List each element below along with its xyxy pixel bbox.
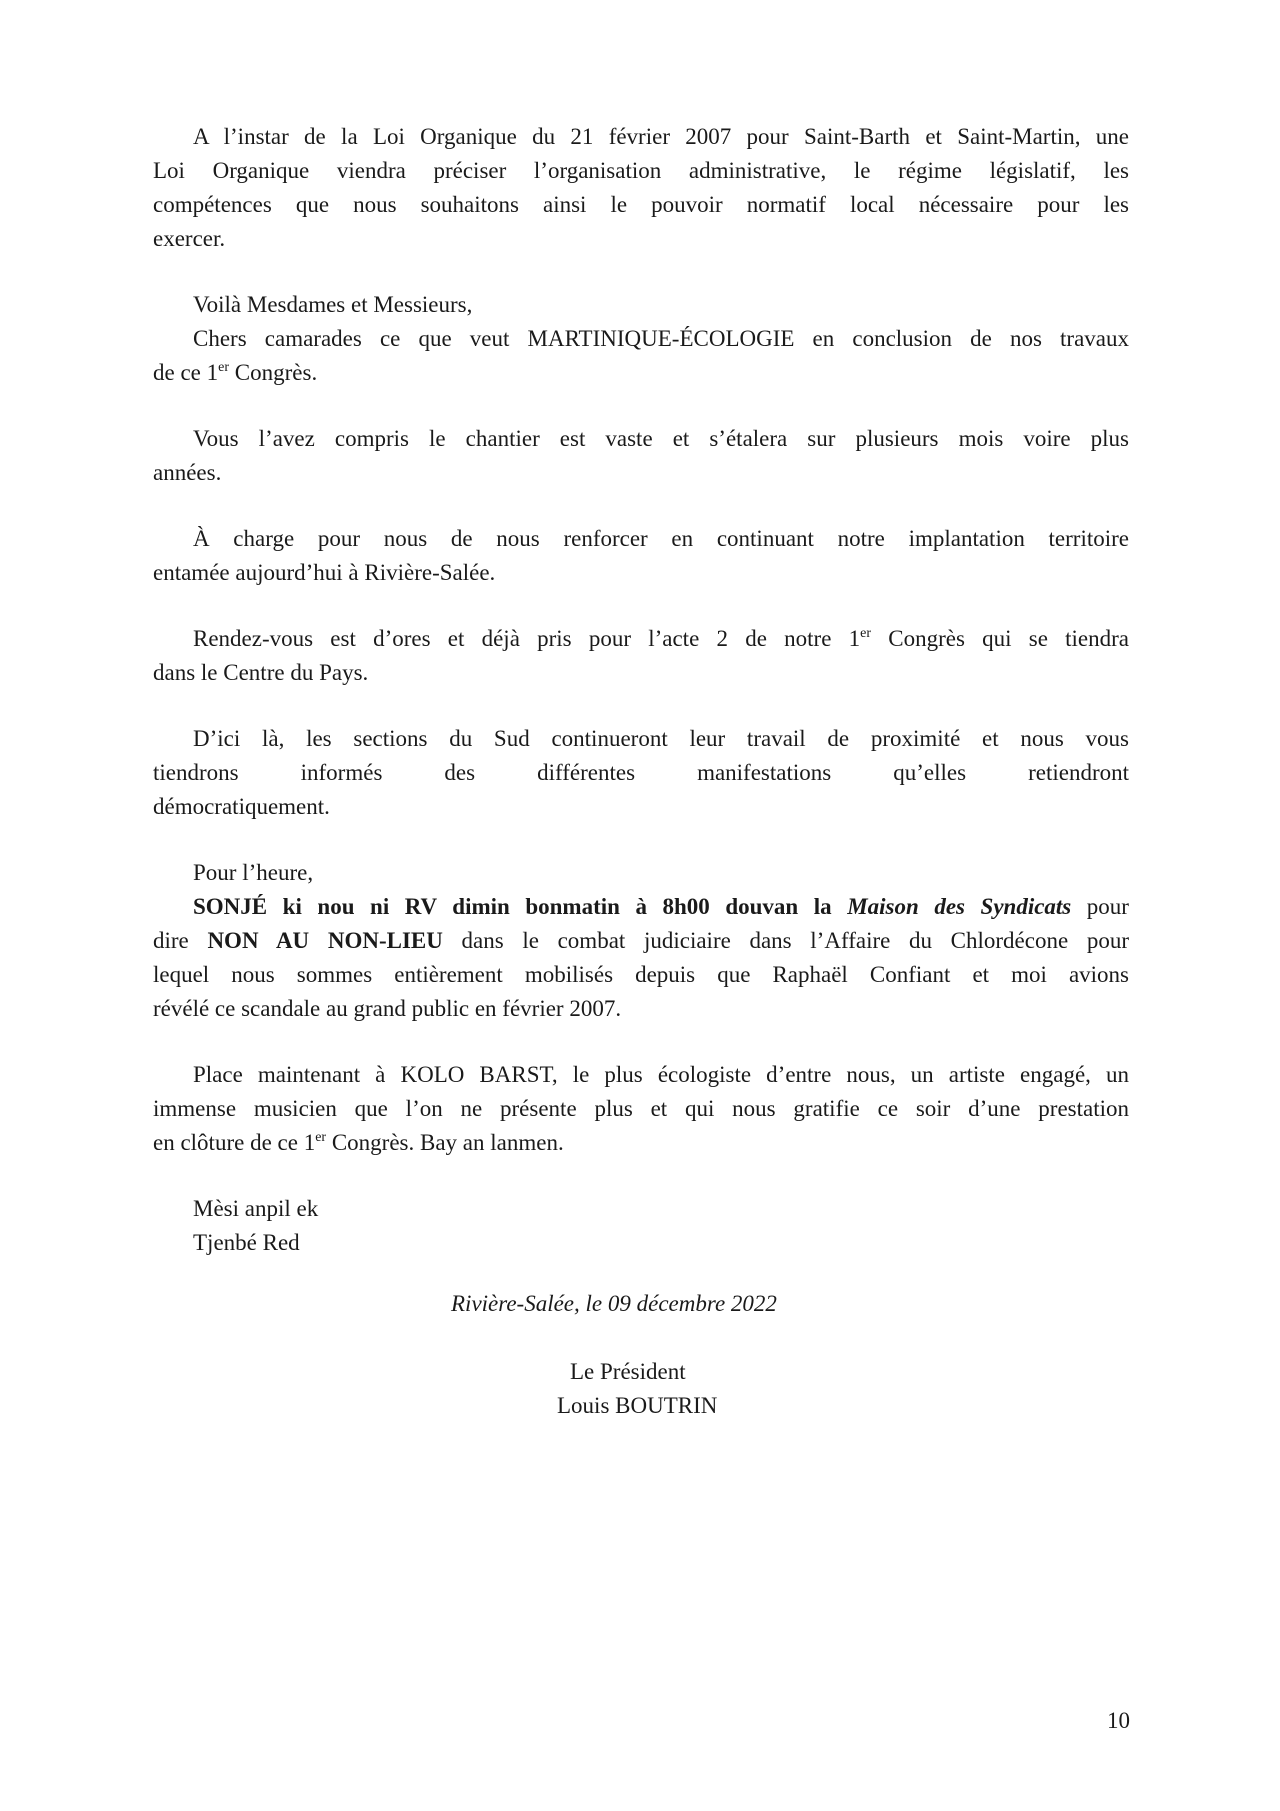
paragraph-pour-lheure (153, 856, 1129, 1026)
text-line: entamée aujourd’hui à Rivière-Salée. (153, 560, 496, 585)
closing-greeting (193, 1192, 1129, 1260)
paragraph-loi-organique (153, 120, 1129, 256)
text-line: Chers camarades ce que veut MARTINIQUE-ÉCOLOGIE en conclusion de nos travaux (193, 326, 1129, 351)
paragraph-a-charge (153, 522, 1129, 590)
document-body (153, 120, 1129, 1292)
bold-text: NON AU NON-LIEU (207, 928, 443, 953)
text-line: Place maintenant à KOLO BARST, le plus écologiste d’entre nous, un artiste engagé, un (193, 1062, 1129, 1087)
text-fragment: Rendez-vous est d’ores et déjà pris pour l’acte 2 de notre 1 (193, 626, 861, 651)
bold-text: SONJÉ ki nou ni RV dimin bonmatin à 8h00 douvan la (193, 894, 848, 919)
text-line (153, 890, 1129, 924)
text-fragment: de ce 1 (153, 360, 219, 385)
text-line: Mèsi anpil ek (193, 1196, 319, 1221)
signature-name: Louis BOUTRIN (557, 1393, 718, 1418)
text-line: immense musicien que l’on ne présente plus et qui nous gratifie ce soir d’une prestation (153, 1096, 1129, 1121)
text-fragment: Congrès. (229, 360, 318, 385)
superscript: er (315, 1130, 327, 1145)
text-line: lequel nous sommes entièrement mobilisés depuis que Raphaël Confiant et moi avions (153, 962, 1129, 987)
text-line (153, 924, 1129, 958)
text-line (153, 356, 1129, 390)
text-line: A l’instar de la Loi Organique du 21 février 2007 pour Saint-Barth et Saint-Martin, une (193, 124, 1129, 149)
text-fragment: Congrès qui se tiendra (871, 626, 1129, 651)
text-line: D’ici là, les sections du Sud continueront leur travail de proximité et nous vous (193, 726, 1129, 751)
text-fragment: dire (153, 928, 208, 953)
text-line: Loi Organique viendra préciser l’organisation administrative, le régime législatif, les (153, 158, 1129, 183)
paragraph-chantier (153, 422, 1129, 490)
superscript: er (218, 360, 230, 375)
text-line: compétences que nous souhaitons ainsi le pouvoir normatif local nécessaire pour les (153, 192, 1129, 217)
paragraph-kolo-barst (153, 1058, 1129, 1160)
text-line: Voilà Mesdames et Messieurs, (193, 292, 473, 317)
signature-role: Le Président (570, 1359, 686, 1384)
text-line (153, 1126, 1129, 1160)
signature-date: Rivière-Salée, le 09 décembre 2022 (451, 1291, 777, 1316)
text-line: tiendrons informés des différentes manifestations qu’elles retiendront (153, 760, 1129, 785)
text-line: Vous l’avez compris le chantier est vaste et s’étalera sur plusieurs mois voire plus (193, 426, 1129, 451)
text-fragment: pour (1071, 894, 1129, 919)
text-fragment: en clôture de ce 1 (153, 1130, 316, 1155)
text-line: Pour l’heure, (193, 860, 314, 885)
text-line: exercer. (153, 226, 226, 251)
text-fragment: Congrès. Bay an lanmen. (326, 1130, 564, 1155)
text-line (153, 622, 1129, 656)
text-line: dans le Centre du Pays. (153, 660, 369, 685)
bold-italic-text: Maison des Syndicats (847, 894, 1072, 919)
paragraph-voila (153, 288, 1129, 390)
text-line: À charge pour nous de nous renforcer en continuant notre implantation territoire (193, 526, 1129, 551)
page-number: 10 (1107, 1708, 1130, 1733)
superscript: er (860, 626, 872, 641)
paragraph-rendez-vous (153, 622, 1129, 690)
text-line: années. (153, 460, 222, 485)
text-line: révélé ce scandale au grand public en février 2007. (153, 996, 622, 1021)
text-fragment: dans le combat judiciaire dans l’Affaire du Chlordécone pour (442, 928, 1129, 953)
paragraph-sections-sud (153, 722, 1129, 824)
text-line: Tjenbé Red (193, 1230, 300, 1255)
text-line: démocratiquement. (153, 794, 330, 819)
